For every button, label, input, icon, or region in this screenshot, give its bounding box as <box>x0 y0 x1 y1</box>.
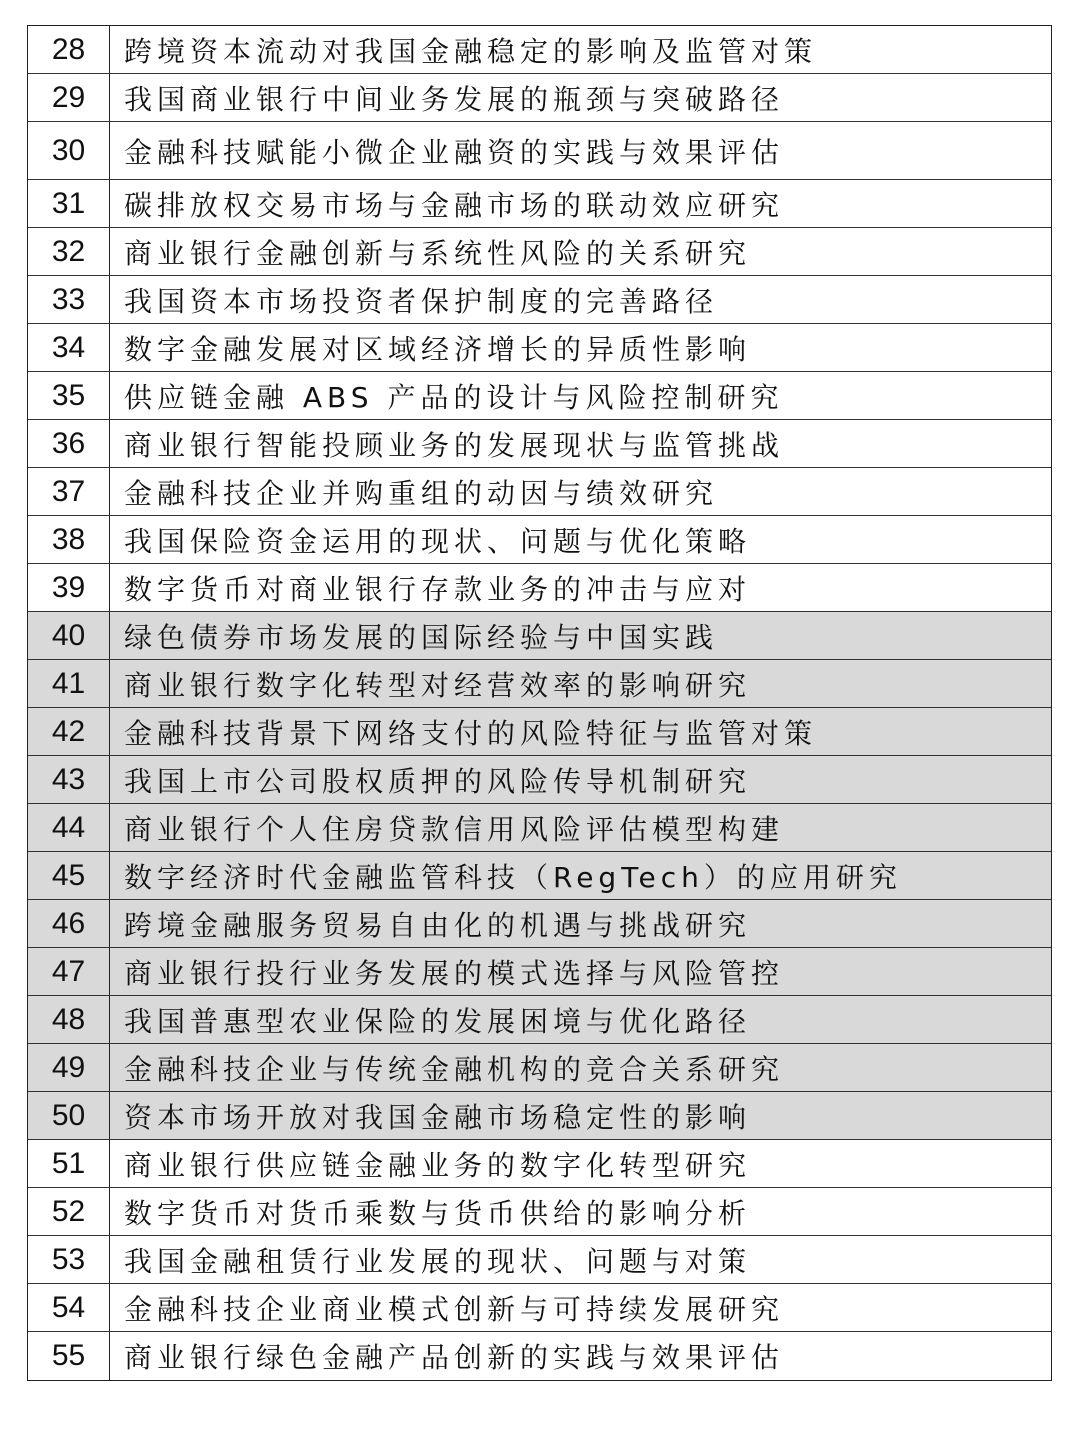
row-number: 36 <box>28 420 110 467</box>
row-title: 供应链金融 ABS 产品的设计与风险控制研究 <box>124 380 784 414</box>
row-number: 28 <box>28 26 110 73</box>
row-title: 商业银行数字化转型对经营效率的影响研究 <box>124 668 752 702</box>
row-title: 我国上市公司股权质押的风险传导机制研究 <box>124 764 752 798</box>
row-title: 商业银行绿色金融产品创新的实践与效果评估 <box>124 1341 785 1374</box>
row-title: 我国资本市场投资者保护制度的完善路径 <box>124 284 719 318</box>
row-number: 37 <box>28 468 110 515</box>
row-title: 金融科技赋能小微企业融资的实践与效果评估 <box>124 135 785 169</box>
row-number: 51 <box>28 1140 110 1187</box>
row-number: 45 <box>28 852 110 899</box>
row-number: 44 <box>28 804 110 851</box>
table-row <box>28 468 1051 516</box>
row-title: 金融科技企业商业模式创新与可持续发展研究 <box>124 1292 785 1326</box>
row-number: 38 <box>28 516 110 563</box>
row-number: 29 <box>28 74 110 121</box>
table-row <box>28 74 1051 122</box>
row-number: 55 <box>28 1332 110 1380</box>
row-title: 资本市场开放对我国金融市场稳定性的影响 <box>124 1100 752 1134</box>
table-row <box>28 516 1051 564</box>
table-row <box>28 1332 1051 1380</box>
row-number: 48 <box>28 996 110 1043</box>
row-title: 数字货币对货币乘数与货币供给的影响分析 <box>124 1196 752 1230</box>
table-row <box>28 660 1051 708</box>
row-number: 31 <box>28 180 110 227</box>
table-row <box>28 1236 1051 1284</box>
row-number: 50 <box>28 1092 110 1139</box>
table-row <box>28 1284 1051 1332</box>
row-number: 52 <box>28 1188 110 1235</box>
row-title: 我国商业银行中间业务发展的瓶颈与突破路径 <box>124 82 785 116</box>
table-row <box>28 996 1051 1044</box>
row-number: 32 <box>28 228 110 275</box>
table-row <box>28 1188 1051 1236</box>
table-row <box>28 324 1051 372</box>
row-number: 34 <box>28 324 110 371</box>
row-title: 我国保险资金运用的现状、问题与优化策略 <box>124 524 752 558</box>
row-title: 数字货币对商业银行存款业务的冲击与应对 <box>124 572 752 606</box>
table-row <box>28 26 1051 74</box>
table-row <box>28 276 1051 324</box>
table-row <box>28 900 1051 948</box>
table-row <box>28 804 1051 852</box>
table-row <box>28 372 1051 420</box>
row-number: 33 <box>28 276 110 323</box>
row-title: 商业银行投行业务发展的模式选择与风险管控 <box>124 956 785 990</box>
row-number: 46 <box>28 900 110 947</box>
row-title: 商业银行智能投顾业务的发展现状与监管挑战 <box>124 428 785 462</box>
table-row <box>28 1044 1051 1092</box>
row-number: 30 <box>28 122 110 179</box>
row-title: 商业银行供应链金融业务的数字化转型研究 <box>124 1148 752 1182</box>
row-number: 41 <box>28 660 110 707</box>
row-title: 绿色债券市场发展的国际经验与中国实践 <box>124 620 719 654</box>
table-row <box>28 122 1051 180</box>
table-row <box>28 756 1051 804</box>
row-title: 金融科技企业与传统金融机构的竞合关系研究 <box>124 1052 785 1086</box>
row-number: 39 <box>28 564 110 611</box>
row-title: 商业银行个人住房贷款信用风险评估模型构建 <box>124 812 785 846</box>
row-number: 42 <box>28 708 110 755</box>
table-row <box>28 564 1051 612</box>
row-number: 40 <box>28 612 110 659</box>
row-title: 商业银行金融创新与系统性风险的关系研究 <box>124 236 752 270</box>
table-row <box>28 420 1051 468</box>
row-number: 43 <box>28 756 110 803</box>
row-title: 数字金融发展对区域经济增长的异质性影响 <box>124 332 752 366</box>
table-row <box>28 1140 1051 1188</box>
table-row <box>28 612 1051 660</box>
row-title: 跨境资本流动对我国金融稳定的影响及监管对策 <box>124 34 818 68</box>
row-title: 碳排放权交易市场与金融市场的联动效应研究 <box>124 188 785 222</box>
row-title: 金融科技企业并购重组的动因与绩效研究 <box>124 476 719 510</box>
row-number: 49 <box>28 1044 110 1091</box>
topics-table <box>27 25 1052 1381</box>
row-number: 54 <box>28 1284 110 1331</box>
row-title: 跨境金融服务贸易自由化的机遇与挑战研究 <box>124 908 752 942</box>
row-number: 47 <box>28 948 110 995</box>
row-number: 35 <box>28 372 110 419</box>
table-row <box>28 180 1051 228</box>
row-title: 金融科技背景下网络支付的风险特征与监管对策 <box>124 716 818 750</box>
row-title: 我国金融租赁行业发展的现状、问题与对策 <box>124 1244 752 1278</box>
table-row <box>28 228 1051 276</box>
row-number: 53 <box>28 1236 110 1283</box>
row-title: 数字经济时代金融监管科技（RegTech）的应用研究 <box>124 860 902 894</box>
table-row <box>28 1092 1051 1140</box>
table-row <box>28 708 1051 756</box>
table-row <box>28 852 1051 900</box>
row-title: 我国普惠型农业保险的发展困境与优化路径 <box>124 1004 752 1038</box>
table-row <box>28 948 1051 996</box>
